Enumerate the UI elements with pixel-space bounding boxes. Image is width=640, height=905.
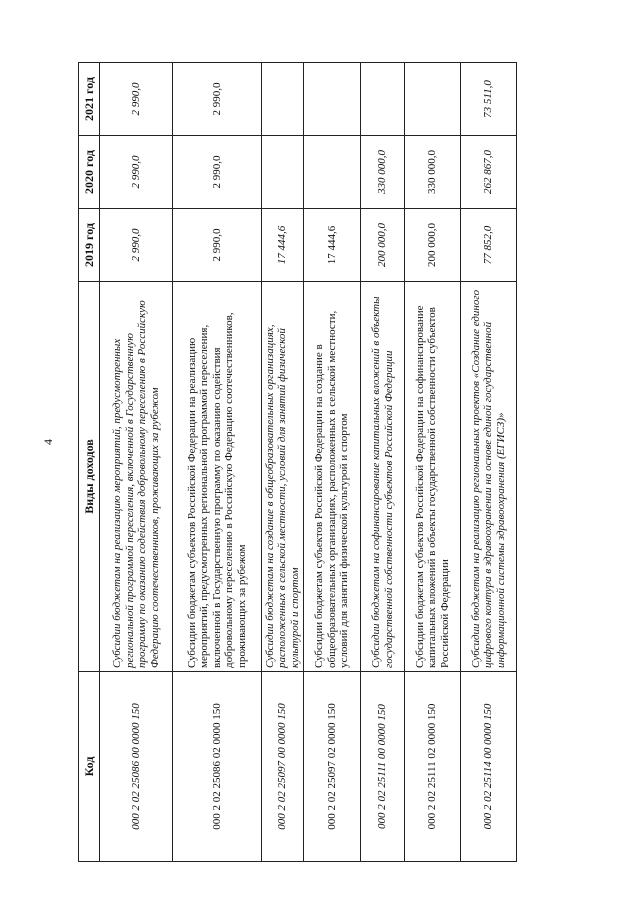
row-code: 000 2 02 25114 00 0000 150 [461, 672, 517, 862]
table-row [461, 63, 517, 862]
row-code: 000 2 02 25111 02 0000 150 [405, 672, 461, 862]
table-row [100, 63, 173, 862]
table-row [304, 63, 361, 862]
row-value-2019: 77 852,0 [461, 209, 517, 282]
rotated-table-container [78, 62, 510, 862]
row-value-2021: 2 990,0 [173, 63, 262, 136]
row-value-2019: 17 444,6 [304, 209, 361, 282]
header-2021: 2021 год [79, 63, 100, 136]
row-code: 000 2 02 25111 00 0000 150 [361, 672, 405, 862]
row-value-2020: 330 000,0 [405, 136, 461, 209]
table-row [173, 63, 262, 862]
row-value-2019: 200 000,0 [361, 209, 405, 282]
row-value-2020 [304, 136, 361, 209]
row-value-2019: 2 990,0 [173, 209, 262, 282]
row-value-2021: 73 511,0 [461, 63, 517, 136]
row-value-2019: 2 990,0 [100, 209, 173, 282]
page-number: 4 [41, 439, 55, 445]
row-revenue-type: Субсидии бюджетам субъектов Российской Федерации на реализацию мероприятий, предусмотренных региональной программой переселения, включенной в Государственную программу по оказанию содействия добровольному переселению в Российскую Федерацию соотечественников, проживающих за рубежом [173, 282, 262, 672]
row-value-2021 [262, 63, 304, 136]
row-value-2021 [361, 63, 405, 136]
row-revenue-type: Субсидии бюджетам на софинансирование капитальных вложений в объекты государственной собственности субъектов Российской Федерации [361, 282, 405, 672]
header-revenue-type: Виды доходов [79, 282, 100, 672]
row-code: 000 2 02 25086 02 0000 150 [173, 672, 262, 862]
table-row [262, 63, 304, 862]
row-code: 000 2 02 25086 00 0000 150 [100, 672, 173, 862]
table-row [405, 63, 461, 862]
revenue-table [78, 62, 517, 862]
row-value-2019: 200 000,0 [405, 209, 461, 282]
row-code: 000 2 02 25097 02 0000 150 [304, 672, 361, 862]
row-value-2020: 262 867,0 [461, 136, 517, 209]
header-2020: 2020 год [79, 136, 100, 209]
header-code: Код [79, 672, 100, 862]
row-revenue-type: Субсидии бюджетам субъектов Российской Федерации на софинансирование капитальных вложений в объекты государственной собственности субъектов Российской Федерации [405, 282, 461, 672]
row-code: 000 2 02 25097 00 0000 150 [262, 672, 304, 862]
row-revenue-type: Субсидии бюджетам на реализацию мероприятий, предусмотренных региональной программой переселения, включенной в Государственную программу по оказанию содействия добровольному переселению в Российскую Федерацию соотечественников, проживающих за рубежом [100, 282, 173, 672]
row-revenue-type: Субсидии бюджетам на реализацию региональных проектов «Создание единого цифрового контура в здравоохранении на основе единой государственной информационной системы здравоохранения (ЕГИСЗ)» [461, 282, 517, 672]
row-value-2019: 17 444,6 [262, 209, 304, 282]
row-value-2020: 2 990,0 [100, 136, 173, 209]
row-value-2021: 2 990,0 [100, 63, 173, 136]
header-2019: 2019 год [79, 209, 100, 282]
row-value-2020: 2 990,0 [173, 136, 262, 209]
row-value-2021 [405, 63, 461, 136]
table-row [361, 63, 405, 862]
row-value-2021 [304, 63, 361, 136]
row-value-2020 [262, 136, 304, 209]
row-revenue-type: Субсидии бюджетам субъектов Российской Федерации на создание в общеобразовательных организациях, расположенных в сельской местности, условий для занятий физической культурой и спортом [304, 282, 361, 672]
table-header-row [79, 63, 100, 862]
row-value-2020: 330 000,0 [361, 136, 405, 209]
row-revenue-type: Субсидии бюджетам на создание в общеобразовательных организациях, расположенных в сельской местности, условий для занятий физической культурой и спортом [262, 282, 304, 672]
